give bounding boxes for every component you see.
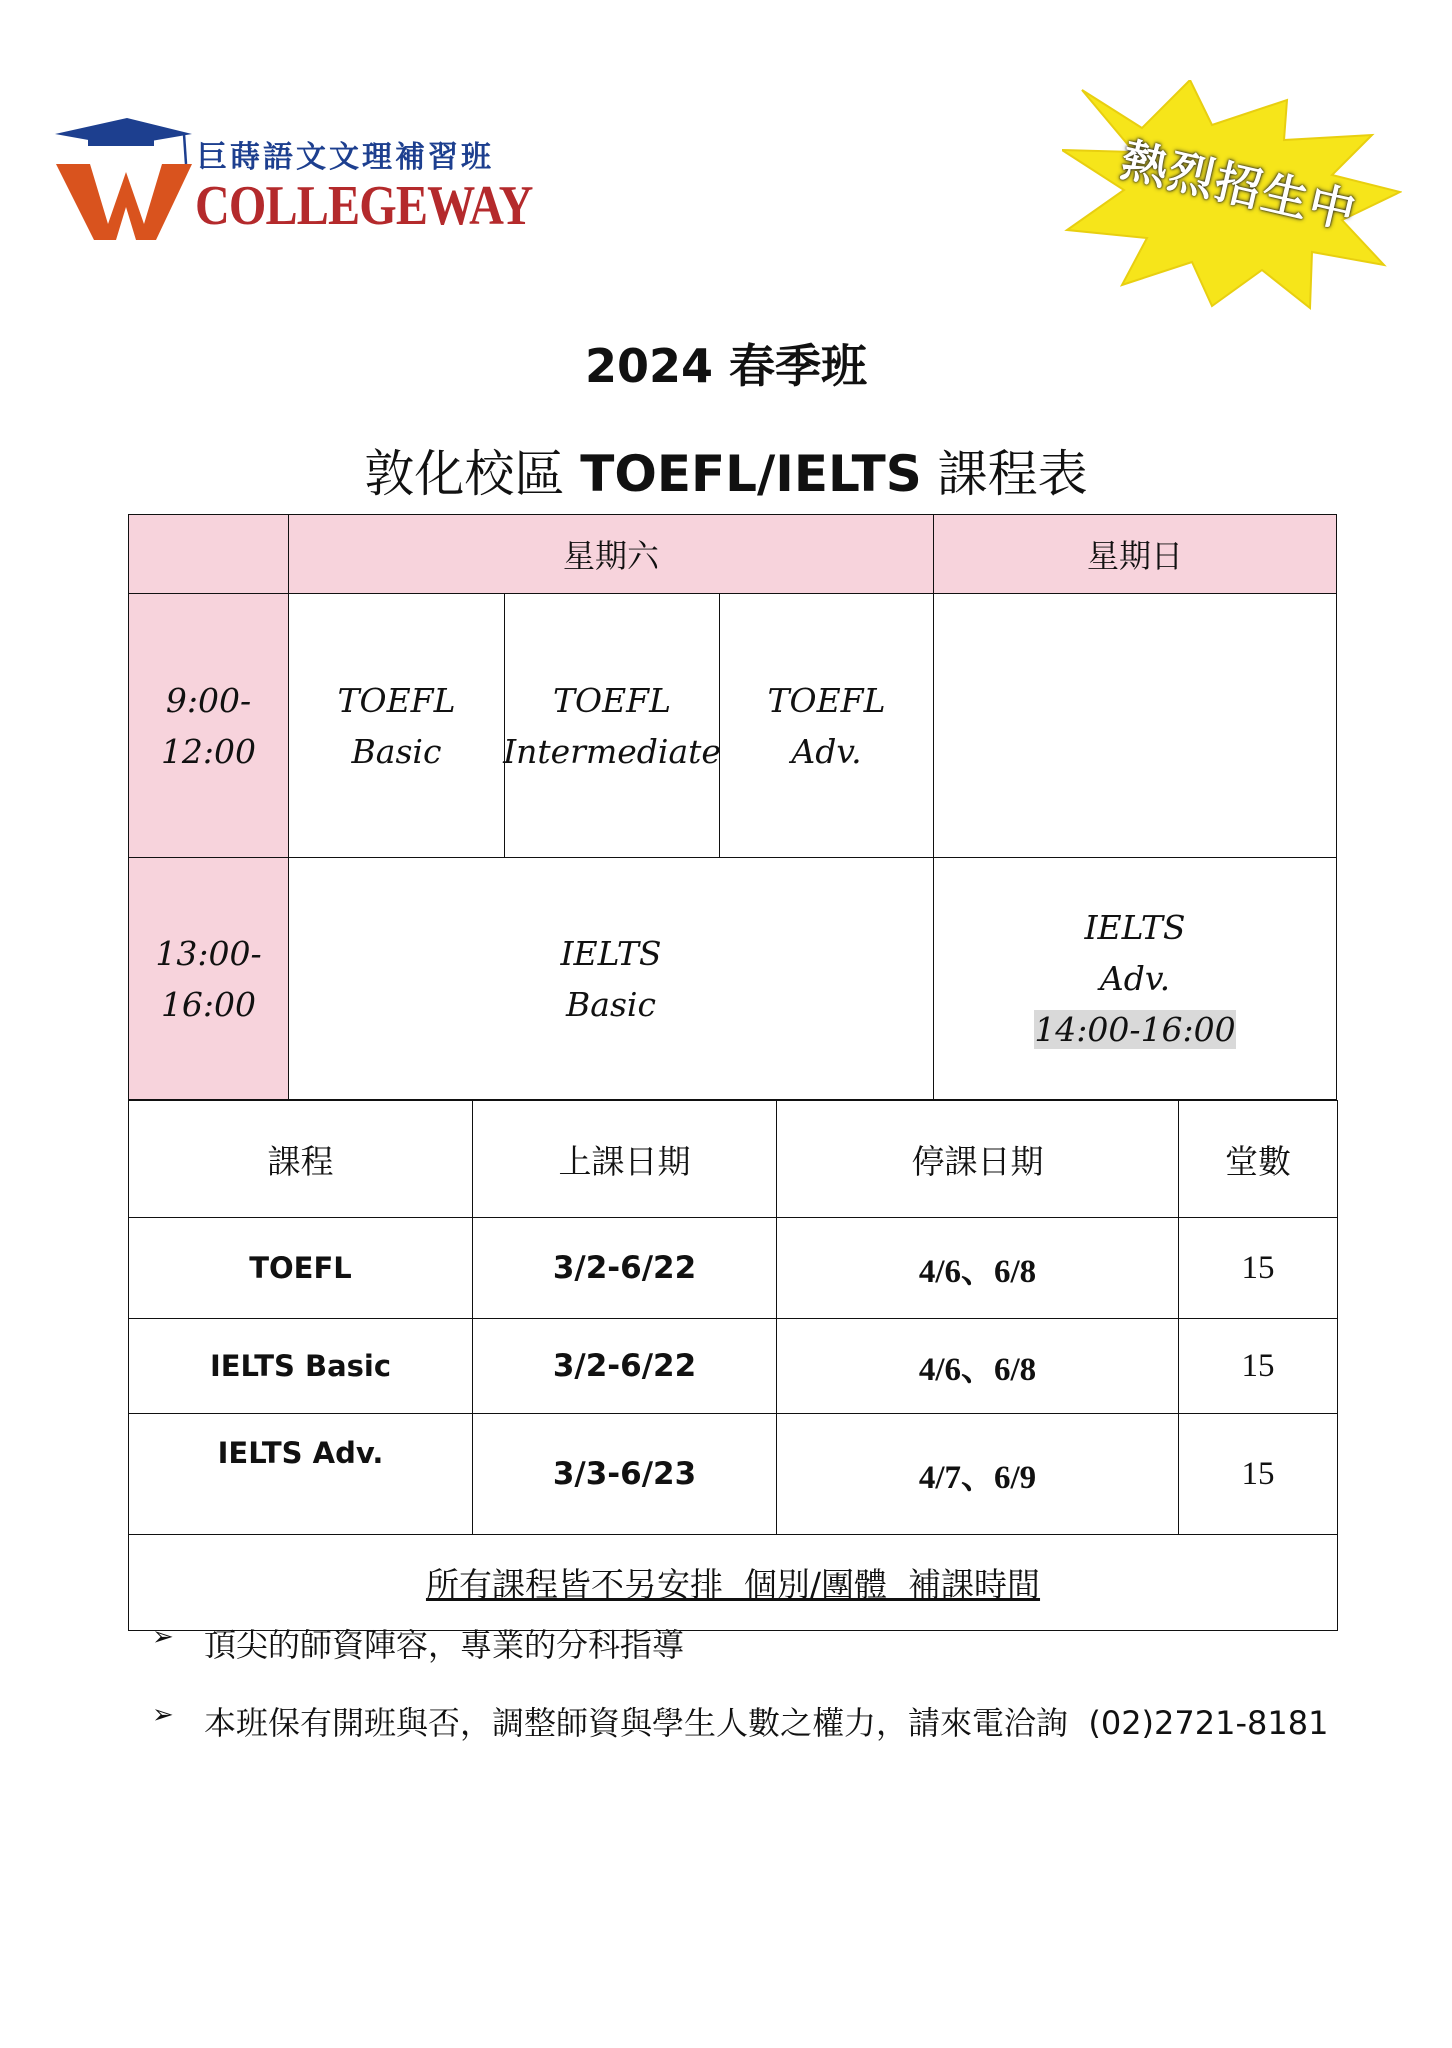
header-sessions: 堂數 [1179, 1101, 1338, 1218]
badge-text: 熱烈招生中 [1116, 132, 1363, 240]
time-slot-morning [128, 593, 289, 858]
table-footer-row [129, 1535, 1338, 1631]
no-class-dates: 4/6、6/8 [777, 1218, 1179, 1319]
makeup-note-text: 所有課程皆不另安排 個別/團體 補課時間 [425, 1565, 1041, 1604]
subtitle-campus: 敦化校區 [364, 445, 581, 503]
header-no-class-dates: 停課日期 [777, 1101, 1179, 1218]
class-dates: 3/2-6/22 [473, 1319, 777, 1414]
weekly-schedule [128, 514, 1337, 1100]
course-line: TOEFL [767, 680, 886, 720]
class-dates: 3/2-6/22 [473, 1218, 777, 1319]
course-line: Basic [351, 731, 442, 771]
course-dates-table [128, 1100, 1338, 1631]
graduation-cap-w-icon [52, 112, 202, 257]
logo-english-name: COLLEGEWAY [195, 175, 533, 237]
course-line: IELTS [560, 933, 662, 973]
page-subtitle [0, 434, 1452, 506]
time-slot-afternoon [128, 857, 289, 1100]
session-count: 15 [1179, 1414, 1338, 1535]
session-count: 15 [1179, 1218, 1338, 1319]
table-row [129, 1414, 1338, 1535]
time-end: 12:00 [160, 731, 257, 771]
course-line: IELTS [1084, 908, 1186, 947]
course-name: TOEFL [129, 1218, 473, 1319]
table-row [129, 1319, 1338, 1414]
course-ielts-adv [933, 857, 1337, 1100]
course-name: IELTS Adv. [129, 1414, 473, 1535]
arrow-bullet-icon: ➢ [152, 1622, 174, 1652]
course-name: IELTS Basic [129, 1319, 473, 1414]
course-line: Adv. [791, 731, 862, 771]
course-toefl-adv [719, 593, 934, 858]
course-toefl-intermediate [504, 593, 720, 858]
course-toefl-basic [288, 593, 505, 858]
header-saturday: 星期六 [288, 514, 934, 594]
table-row [129, 1218, 1338, 1319]
collegeway-logo [52, 112, 533, 257]
note-text: 頂尖的師資陣容，專業的分科指導 [204, 1626, 685, 1664]
course-line: Intermediate [503, 731, 721, 771]
subtitle-exams: TOEFL/IELTS [580, 445, 922, 503]
course-time-highlight: 14:00-16:00 [1034, 1010, 1236, 1049]
time-start: 13:00- [155, 933, 262, 973]
course-line: Adv. [1099, 959, 1171, 998]
session-count: 15 [1179, 1319, 1338, 1414]
header-course: 課程 [129, 1101, 473, 1218]
course-line: Basic [566, 984, 656, 1024]
time-end: 16:00 [160, 984, 257, 1024]
no-class-dates: 4/7、6/9 [777, 1414, 1179, 1535]
course-line: TOEFL [337, 680, 456, 720]
page-title: 2024 春季班 [584, 339, 868, 393]
course-ielts-basic [288, 857, 934, 1100]
logo-chinese-name: 巨蒔語文文理補習班 [197, 140, 494, 175]
sunday-morning-empty [933, 593, 1337, 858]
no-class-dates: 4/6、6/8 [777, 1319, 1179, 1414]
makeup-class-note [129, 1535, 1338, 1631]
time-start: 9:00- [165, 680, 252, 720]
course-line: TOEFL [553, 680, 671, 720]
header-sunday: 星期日 [933, 514, 1337, 594]
corner-cell [128, 514, 289, 594]
arrow-bullet-icon: ➢ [152, 1700, 174, 1730]
table-header-row [129, 1101, 1338, 1218]
note-text: 本班保有開班與否，調整師資與學生人數之權力，請來電洽詢 (02)2721-8181 [204, 1704, 1329, 1742]
class-dates: 3/3-6/23 [473, 1414, 777, 1535]
subtitle-suffix: 課程表 [921, 445, 1088, 503]
header-class-dates: 上課日期 [473, 1101, 777, 1218]
recruiting-badge [1062, 80, 1402, 310]
